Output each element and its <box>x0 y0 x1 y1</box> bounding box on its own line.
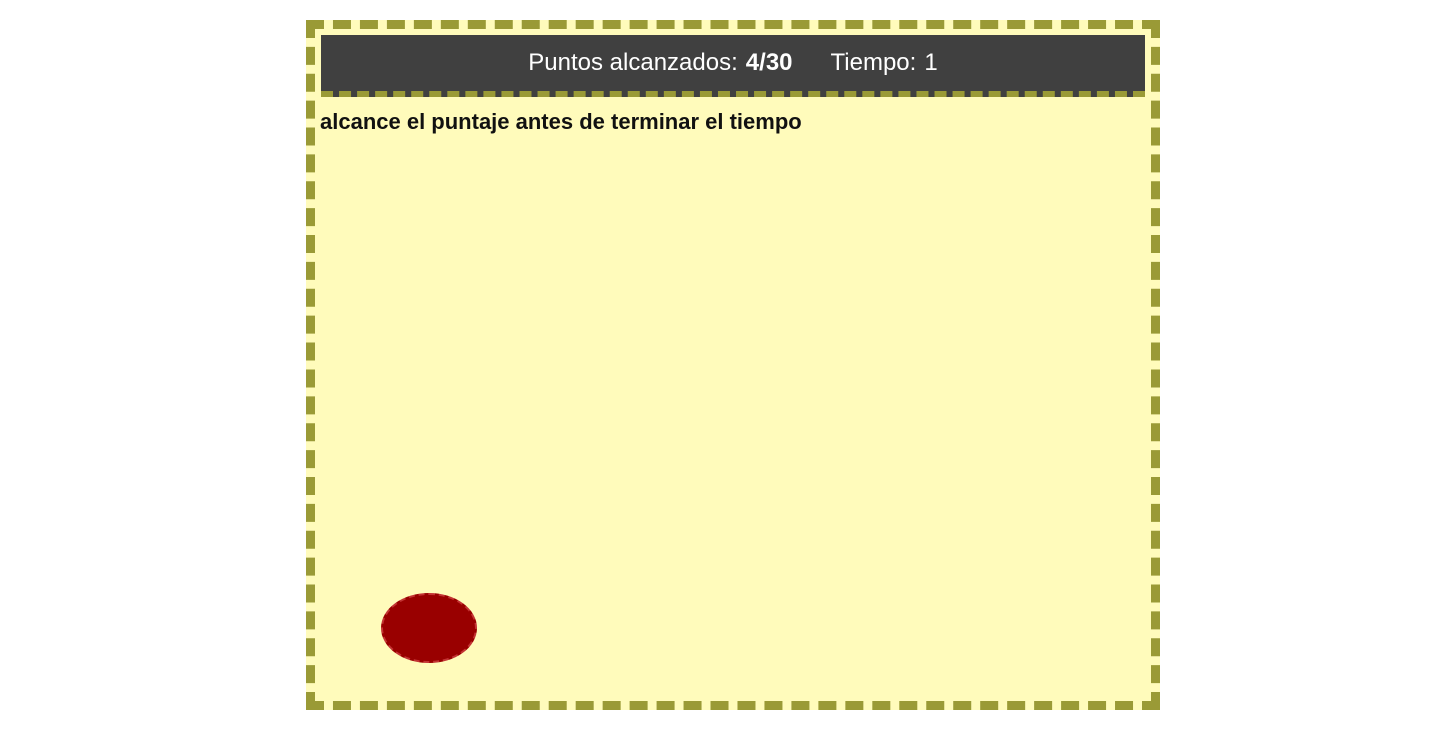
target-ball[interactable] <box>381 593 477 663</box>
game-board <box>306 20 1160 710</box>
score-label: Puntos alcanzados: <box>528 49 738 76</box>
time-value: 1 <box>924 49 938 76</box>
time-label: Tiempo: <box>830 49 917 76</box>
instruction-text: alcance el puntaje antes de terminar el tiempo <box>320 109 802 134</box>
score-separator: / <box>759 49 766 76</box>
timer-display <box>831 49 938 77</box>
score-goal: 30 <box>765 49 793 76</box>
score-current: 4 <box>745 49 760 76</box>
score-display <box>528 49 792 77</box>
score-bar <box>321 35 1145 97</box>
